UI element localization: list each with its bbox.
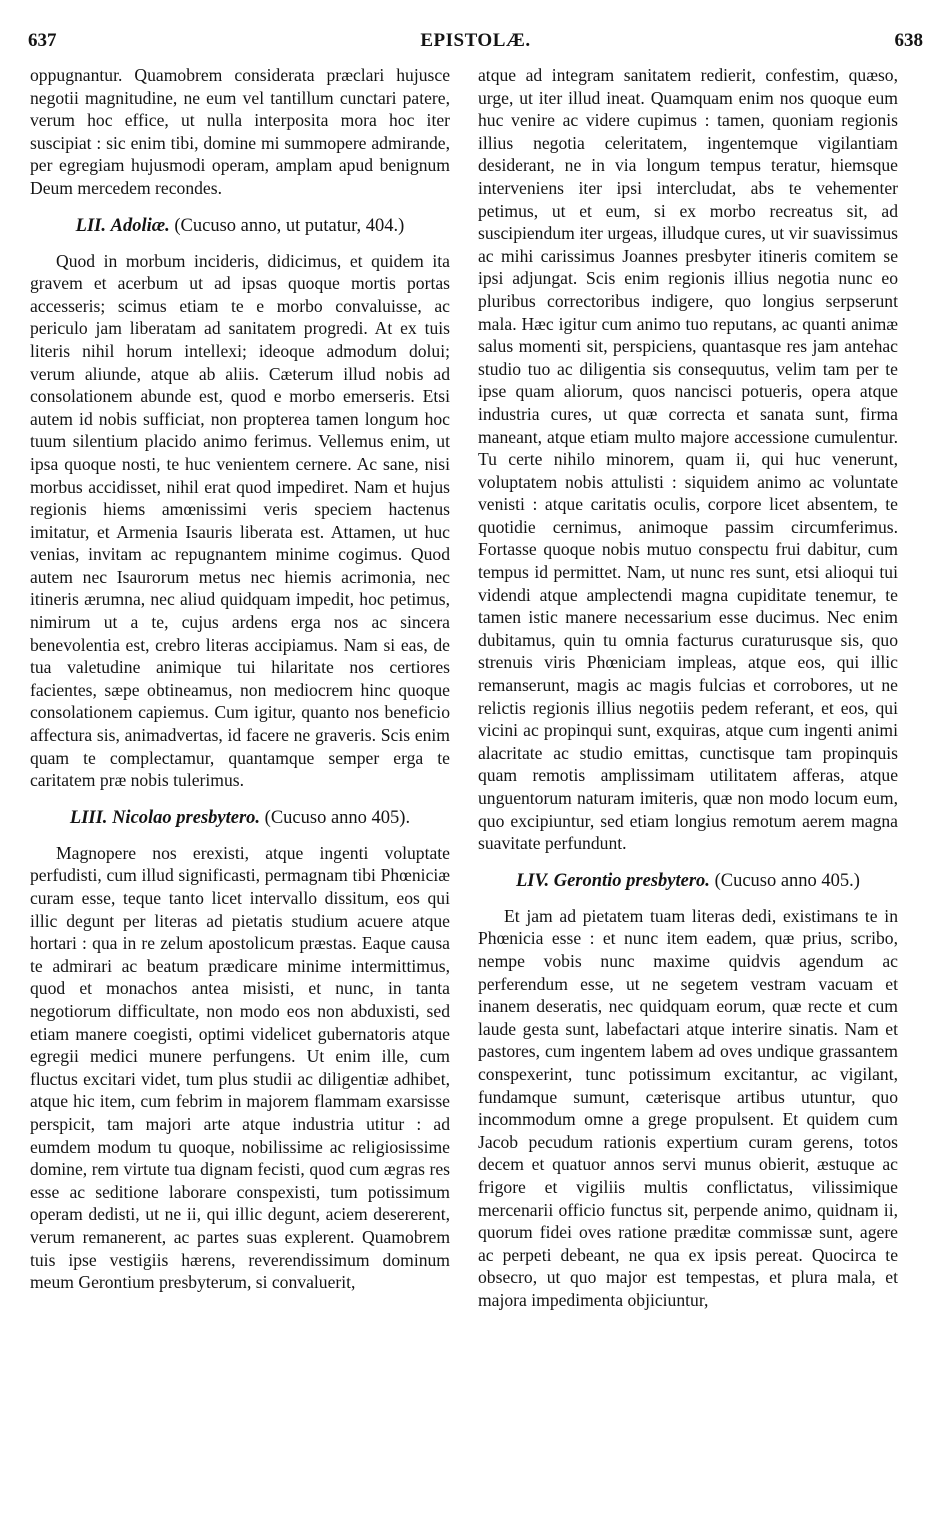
right-column [478,64,898,1311]
letter-body-53: Magnopere nos erexisti, atque ingenti voluptate perfudisti, cum illud significasti, permagnam tibi Phœniciæ curam esse, teque tanto licet intervallo dissitum, eos qui illic degunt per literas ad pietatis studium acuere atque hortari : qua in re zelum apostolicum præstas. Eaque causa te admirari ac beatum prædicare minime intermittimus, quod et monachos antea misisti, et nunc, in tanta negotiorum difficultate, non modo eos non abduxisti, sed etiam manere coegisti, optimi videlicet gubernatoris atque egregii medici munere perfungens. Ut enim ille, cum fluctus excitari videt, tum plus studii ac diligentiæ adhibet, atque hic item, cum febrim in majorem flammam exarsisse perspicit, tam majori arte atque industria utitur : ad eumdem modum tu quoque, nobilissime ac religiosissime domine, rem virtute tua dignam fecisti, quod cum ægras res esse ac seditione laborare conspexisti, tum potissimum operam dedisti, ut ne ii, qui illic degunt, aciem desererent, verum remanerent, ac partes suas explerent. Quamobrem tuis ipse vestigiis hærens, reverendissimum dominum meum Gerontium presbyterum, si convaluerit, [30,842,450,1293]
letter-number: LIII. [69,807,108,828]
letter-date-note: (Cucuso anno 405). [264,807,411,828]
running-title: EPISTOLÆ. [420,30,531,51]
left-column [30,64,450,1294]
page-number-left: 637 [28,30,57,51]
letter-date-note: (Cucuso anno 405.) [714,870,860,891]
continuation-text: atque ad integram sanitatem redierit, confestim, quæso, urge, ut iter illud ineat. Quamquam enim nos quoque eum huc venire ac videre cupimus : tamen, quoniam regionis illius negotia celeritatem, ingentemque vigilantiam desiderant, ne in via longum tempus teratur, hiemsque interveniens iter ipsi intercludat, abs te vehementer petimus, ut et eum, si ex morbo recreatus sit, ad suscipiendum iter urgeas, illudque cures, ut vir suavissimus ac mihi carissimus Joannes presbyter itineris comitem se ipsi adjungat. Scis enim regionis illius negotia nunc eo pluribus correctoribus indigere, quo longius serpserunt mala. Hæc igitur cum animo tuo reputans, ac quanti animæ salus momenti sit, perspiciens, quantasque res jam antehac studio tuo ac diligentia sis consequutus, velim tam per te ipse quam aliorum, quos nancisci potueris, opera atque industria cures, ut quæ correcta et sanata sunt, firma maneant, atque etiam multo majore accessione cumulentur. Tu certe nihilo minorem, quam ii, qui huc venerunt, voluptatem nobis attulisti : siquidem animo ac voluntate venisti : atque caritatis oculis, corpore licet absentem, te quotidie cernimus, animoque passim circumferimus. Fortasse quoque nobis mutuo conspectu frui dabitur, cum tempus id permittet. Nam, ut nunc res sunt, etsi alioqui tui videndi atque amplectendi magna cupiditate tenemur, te tamen istic manere necessarium esse ducimus. Nec enim dubitamus, quin tu omnia facturus curaturusque sis, quo strenuis viris Phœniciam impleas, atque eos, qui illic remanserunt, magis ac magis fulcias et corrobores, ut ne relictis regionis illius negotiis pedem referant, et eos, qui vicini ac propinqui sunt, exquiras, atque cum ingenti animi alacritate ac studio emittas, cunctisque tam propinquis quam remotis amplissimam utilitatem afferas, atque unguentorum naturam imiteris, quæ non modo locum eum, quo excipiuntur, sed etiam longius remotum aerem magna suavitate perfundunt. [478,65,898,854]
letter-heading-53 [30,806,450,830]
running-head [28,30,923,60]
letter-addressee: Adoliæ. [110,215,170,236]
continuation-text: oppugnantur. Quamobrem considerata præclari hujusce negotii magnitudine, ne eum vel tantillum cunctari patere, verum hoc effice, ut nulla interposita mora hoc iter suscipiat : sic enim tibi, domine mi summopere admirande, per egregiam hujusmodi operam, amplam apud benignum Deum mercedem recondes. [30,65,450,198]
letter-date-note: (Cucuso anno, ut putatur, 404.) [174,215,405,236]
letter-body-54: Et jam ad pietatem tuam literas dedi, existimans te in Phœnicia esse : et nunc item eadem, quæ prius, scribo, nempe vobis nunc maxime quidvis agendum ac perferendum esse, ut ne segetem vestram vacuam et inanem deseratis, nec quidquam eorum, quæ recte et cum laude gesta sunt, labefactari atque interire sinatis. Nam et pastores, cum ingentem labem ad oves undique grassantem conspexerint, tunc potissimum excitantur, ac vigilant, fundamque sumunt, cæterisque artibus utuntur, quo incommodum omne a grege propulsent. Et quidem cum Jacob pecudum rationis expertium curam gerens, totos decem et quatuor annos servi munus obierit, æstuque ac frigore et vigiliis multis conflictatus, vilissimique mercenarii officio functus sit, perpende animo, quidnam ii, quorum fidei oves ratione præditæ commissæ sunt, agere ac perpeti debeant, ne qua ex ipsis pereat. Quocirca te obsecro, ut quo major est tempestas, et plura mala, et majora impedimenta objiciuntur, [478,905,898,1310]
page-number-right: 638 [894,30,923,51]
letter-body-52: Quod in morbum incideris, didicimus, et quidem ita gravem et acerbum ut ad ipsas quoque mortis portas accesseris; scimus etiam te e morbo convaluisse, ac periculo jam liberatam ad sanitatem progredi. At ex tuis literis nihil horum intellexi; ideoque admodum dolui; verum aliunde, atque ab aliis. Cæterum illud nobis ad consolationem abunde est, quod e morbo emerseris. Etsi autem id nobis sufficiat, non propterea tamen longum hoc tuum silentium placido animo ferimus. Vellemus enim, ut ipsa quoque nosti, te huc venientem cernere. Ac sane, nisi morbus accidisset, nihil erat quod impediret. Nam et hujus regionis hiems amœnissimi veris speciem hactenus imitatur, et Armenia Isauris liberata est. Attamen, ut huc venias, invitam ac repugnantem minime cogimus. Quod autem nec Isaurorum metus nec hiemis acrimonia, nec itineris ærumna, nec aliud quidquam impedit, hoc petimus, nimirum ut a te, cujus ardens erga nos ac sincera benevolentia est, crebro literas accipiamus. Nam si eas, de tua valetudine animique tui hilaritate nos certiores facientes, sæpe obtineamus, non mediocrem hinc quoque consolationem capiemus. Cum igitur, quanto nos beneficio affectura sis, animadvertas, id facere ne graveris. Scis enim quam te complectamur, quantamque semper erga te caritatem præ nobis tulerimus. [30,250,450,791]
letter-addressee: Nicolao presbytero. [112,807,261,828]
letter-number: LIV. [516,870,550,891]
letter-addressee: Gerontio presbytero. [553,870,710,891]
letter-heading-54 [478,869,898,893]
letter-number: LII. [75,215,106,236]
letter-heading-52 [30,214,450,238]
